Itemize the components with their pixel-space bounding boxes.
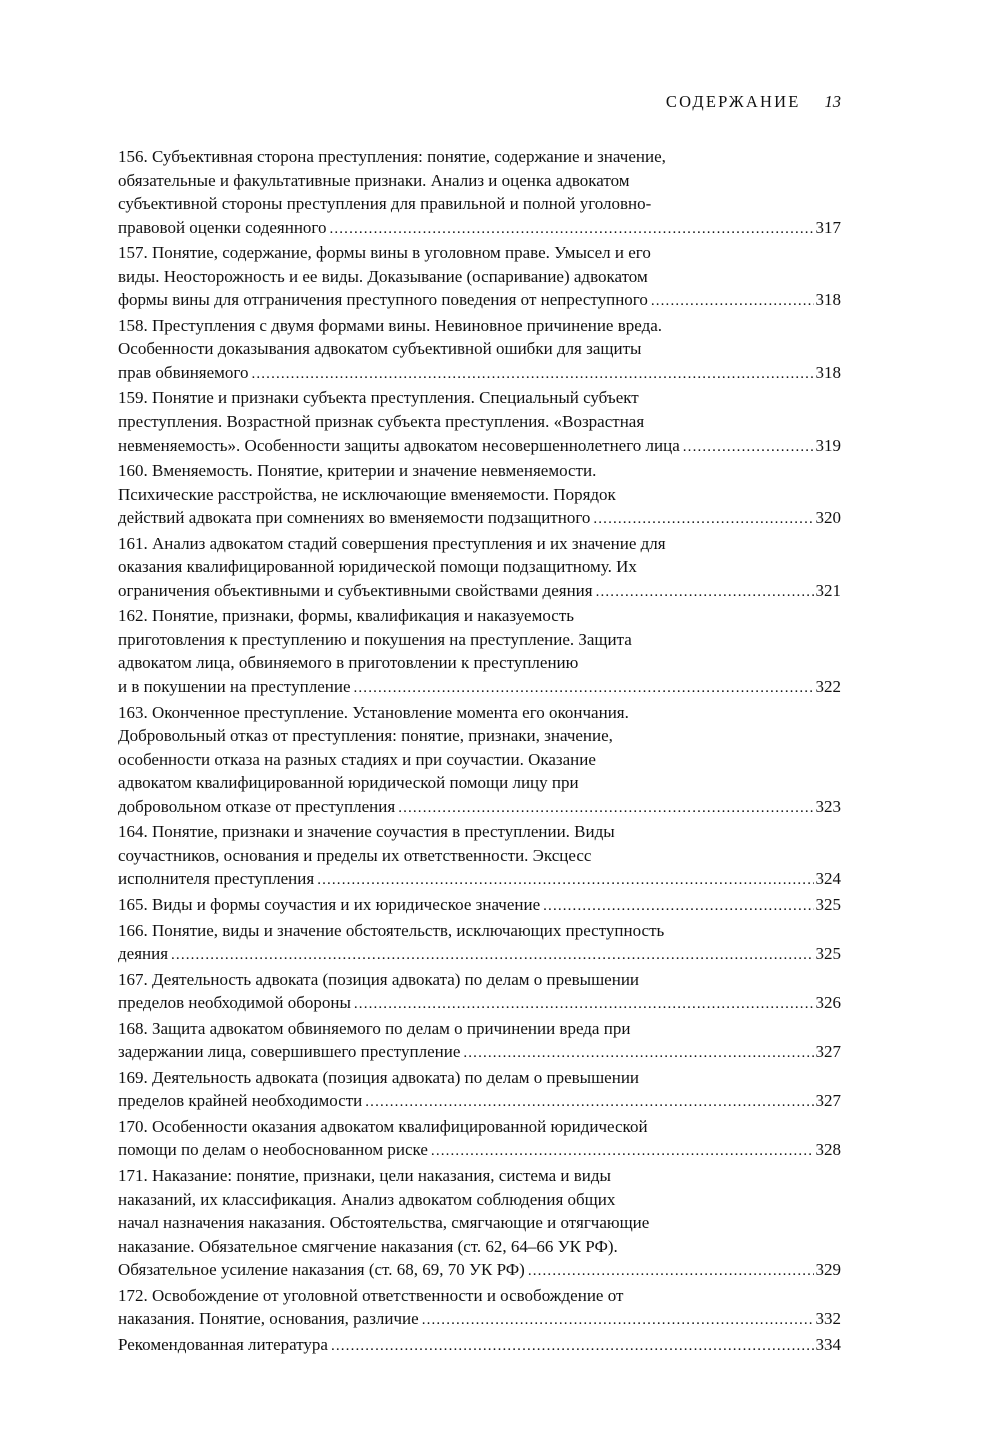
dot-leader — [248, 361, 813, 387]
toc-entry-line: 170. Особенности оказания адвокатом квалифицированной юридической — [118, 1116, 648, 1136]
toc-entry-line: 162. Понятие, признаки, формы, квалификация и наказуемость — [118, 606, 575, 626]
page-number: 13 — [824, 92, 841, 111]
toc-entry-line: оказания квалифицированной юридической помощи подзащитному. Их — [118, 557, 637, 577]
toc-entry-last-line — [118, 434, 841, 460]
toc-page-number[interactable]: 325 — [815, 894, 841, 914]
toc-page-number[interactable]: 317 — [815, 217, 841, 237]
toc-entry[interactable] — [118, 1164, 841, 1284]
toc-entry[interactable] — [118, 1066, 841, 1115]
toc-entry-line: 167. Деятельность адвоката (позиция адвоката) по делам о превышении — [118, 969, 640, 989]
toc-entry[interactable] — [118, 459, 841, 532]
toc-page-number[interactable]: 318 — [815, 362, 841, 382]
toc-entry-line: исполнителя преступления — [118, 869, 315, 889]
dot-leader — [168, 942, 813, 968]
toc-entry[interactable] — [118, 1333, 841, 1359]
toc-entry-line: 161. Анализ адвокатом стадий совершения преступления и их значение для — [118, 533, 666, 553]
toc-entry-line: задержании лица, совершившего преступление — [118, 1042, 461, 1062]
toc-entry-line: пределов необходимой обороны — [118, 993, 351, 1013]
toc-entry[interactable] — [118, 314, 841, 387]
toc-entry-line: 169. Деятельность адвоката (позиция адвоката) по делам о превышении — [118, 1067, 640, 1087]
toc-entry[interactable] — [118, 1284, 841, 1333]
toc-entry-last-line — [118, 893, 841, 919]
toc-page-number[interactable]: 318 — [815, 290, 841, 310]
dot-leader — [314, 867, 813, 893]
toc-entry-line: 171. Наказание: понятие, признаки, цели наказания, система и виды — [118, 1165, 611, 1185]
toc-entry[interactable] — [118, 968, 841, 1017]
dot-leader — [351, 991, 814, 1017]
dot-leader — [590, 506, 813, 532]
toc-entry-last-line — [118, 288, 841, 314]
toc-entry-last-line — [118, 1333, 841, 1359]
toc-entry-line: 158. Преступления с двумя формами вины. Невиновное причинение вреда. — [118, 315, 663, 335]
dot-leader — [326, 216, 813, 242]
toc-entry-line: обязательные и факультативные признаки. Анализ и оценка адвокатом — [118, 170, 630, 190]
toc-entry-line: адвокатом квалифицированной юридической помощи лицу при — [118, 773, 579, 793]
dot-leader — [540, 893, 813, 919]
toc-entry-line: невменяемость». Особенности защиты адвокатом несовершеннолетнего лица — [118, 435, 680, 455]
toc-page-number[interactable]: 332 — [815, 1309, 841, 1329]
toc-entry-last-line — [118, 1138, 841, 1164]
toc-entry-last-line — [118, 506, 841, 532]
toc-entry-line: Добровольный отказ от преступления: понятие, признаки, значение, — [118, 726, 613, 746]
dot-leader — [395, 795, 813, 821]
toc-entry-line: 159. Понятие и признаки субъекта преступления. Специальный субъект — [118, 388, 639, 408]
toc-entry-line: преступления. Возрастной признак субъекта преступления. «Возрастная — [118, 412, 645, 432]
toc-page-number[interactable]: 324 — [815, 869, 841, 889]
toc-entry-line: 160. Вменяемость. Понятие, критерии и значение невменяемости. — [118, 461, 597, 481]
toc-entry-line: приготовления к преступлению и покушения на преступление. Защита — [118, 629, 632, 649]
toc-entry-line: Психические расстройства, не исключающие вменяемости. Порядок — [118, 484, 616, 504]
toc-entry-line: помощи по делам о необоснованном риске — [118, 1140, 428, 1160]
toc-entry-line: субъективной стороны преступления для правильной и полной уголовно- — [118, 194, 652, 214]
toc-entry-line: 165. Виды и формы соучастия и их юридическое значение — [118, 894, 541, 914]
toc-entry-line: 157. Понятие, содержание, формы вины в уголовном праве. Умысел и его — [118, 243, 651, 263]
toc-page-number[interactable]: 320 — [815, 508, 841, 528]
running-header — [118, 90, 841, 114]
toc-entry[interactable] — [118, 145, 841, 241]
toc-entry-line: наказание. Обязательное смягчение наказания (ст. 62, 64–66 УК РФ). — [118, 1236, 618, 1256]
toc-entry-line: Рекомендованная литература — [118, 1334, 328, 1354]
dot-leader — [362, 1089, 813, 1115]
dot-leader — [525, 1258, 814, 1284]
toc-entry[interactable] — [118, 1017, 841, 1066]
toc-page-number[interactable]: 321 — [815, 580, 841, 600]
toc-entry-line: начал назначения наказания. Обстоятельства, смягчающие и отягчающие — [118, 1213, 650, 1233]
toc-entry-line: действий адвоката при сомнениях во вменяемости подзащитного — [118, 508, 591, 528]
toc-entry-last-line — [118, 867, 841, 893]
toc-entry-line: 172. Освобождение от уголовной ответственности и освобождение от — [118, 1285, 624, 1305]
dot-leader — [419, 1307, 814, 1333]
toc-entry-line: 164. Понятие, признаки и значение соучастия в преступлении. Виды — [118, 822, 615, 842]
toc-entry-line: деяния — [118, 944, 169, 964]
toc-entry-line: прав обвиняемого — [118, 362, 249, 382]
toc-entry-last-line — [118, 675, 841, 701]
toc-entry-line: 163. Оконченное преступление. Установление момента его окончания. — [118, 702, 629, 722]
toc-page-number[interactable]: 334 — [815, 1334, 841, 1354]
toc-entry[interactable] — [118, 532, 841, 605]
toc-page-number[interactable]: 323 — [815, 796, 841, 816]
toc-entry[interactable] — [118, 820, 841, 893]
running-header-title: СОДЕРЖАНИЕ — [665, 92, 801, 111]
toc-entry-last-line — [118, 579, 841, 605]
toc-page-number[interactable]: 325 — [815, 944, 841, 964]
toc-entry-line: 156. Субъективная сторона преступления: понятие, содержание и значение, — [118, 147, 666, 166]
toc-entry-line: добровольном отказе от преступления — [118, 796, 396, 816]
dot-leader — [460, 1040, 813, 1066]
toc-page-number[interactable]: 329 — [815, 1260, 841, 1280]
toc-entry-last-line — [118, 361, 841, 387]
dot-leader — [593, 579, 814, 605]
toc-entry-line: соучастников, основания и пределы их ответственности. Эксцесс — [118, 845, 592, 865]
toc-entry-line: пределов крайней необходимости — [118, 1091, 363, 1111]
toc-page-number[interactable]: 326 — [815, 993, 841, 1013]
dot-leader — [428, 1138, 814, 1164]
toc-entry-line: 168. Защита адвокатом обвиняемого по делам о причинении вреда при — [118, 1018, 631, 1038]
dot-leader — [351, 675, 814, 701]
toc-entry[interactable] — [118, 241, 841, 314]
toc-entry-line: и в покушении на преступление — [118, 677, 351, 697]
toc-entry[interactable] — [118, 386, 841, 459]
toc-entry-line: наказаний, их классификация. Анализ адвокатом соблюдения общих — [118, 1189, 616, 1209]
toc-entry[interactable] — [118, 604, 841, 700]
toc-entry[interactable] — [118, 919, 841, 968]
toc-entry-line: наказания. Понятие, основания, различие — [118, 1309, 419, 1329]
toc-entry[interactable] — [118, 893, 841, 919]
toc-entry-line: Особенности доказывания адвокатом субъективной ошибки для защиты — [118, 339, 642, 359]
toc-entry[interactable] — [118, 1115, 841, 1164]
toc-page-number[interactable]: 328 — [815, 1140, 841, 1160]
toc-entry-line: виды. Неосторожность и ее виды. Доказывание (оспаривание) адвокатом — [118, 266, 648, 286]
toc-entry-line: ограничения объективными и субъективными свойствами деяния — [118, 580, 593, 600]
toc-entry-line: особенности отказа на разных стадиях и при соучастии. Оказание — [118, 749, 596, 769]
toc-entry-line: Обязательное усиление наказания (ст. 68, 69, 70 УК РФ) — [118, 1260, 525, 1280]
toc-entry-last-line — [118, 1307, 841, 1333]
toc-entry-last-line — [118, 1089, 841, 1115]
dot-leader — [648, 288, 814, 314]
dot-leader — [680, 434, 814, 460]
toc-entry-line: 166. Понятие, виды и значение обстоятельств, исключающих преступность — [118, 920, 665, 940]
toc-entry-line: формы вины для отграничения преступного поведения от непреступного — [118, 290, 648, 310]
table-of-contents — [118, 145, 841, 1358]
toc-entry-last-line — [118, 991, 841, 1017]
toc-entry-line: правовой оценки содеянного — [118, 217, 327, 237]
toc-page-number[interactable]: 319 — [815, 435, 841, 455]
toc-entry[interactable] — [118, 701, 841, 821]
toc-entry-last-line — [118, 216, 841, 242]
toc-page-number[interactable]: 327 — [815, 1042, 841, 1062]
toc-page-number[interactable]: 327 — [815, 1091, 841, 1111]
toc-entry-last-line — [118, 795, 841, 821]
toc-page-number[interactable]: 322 — [815, 677, 841, 697]
dot-leader — [328, 1333, 814, 1359]
toc-entry-last-line — [118, 1258, 841, 1284]
toc-entry-last-line — [118, 1040, 841, 1066]
toc-entry-line: адвокатом лица, обвиняемого в приготовлении к преступлению — [118, 653, 579, 673]
toc-entry-last-line — [118, 942, 841, 968]
